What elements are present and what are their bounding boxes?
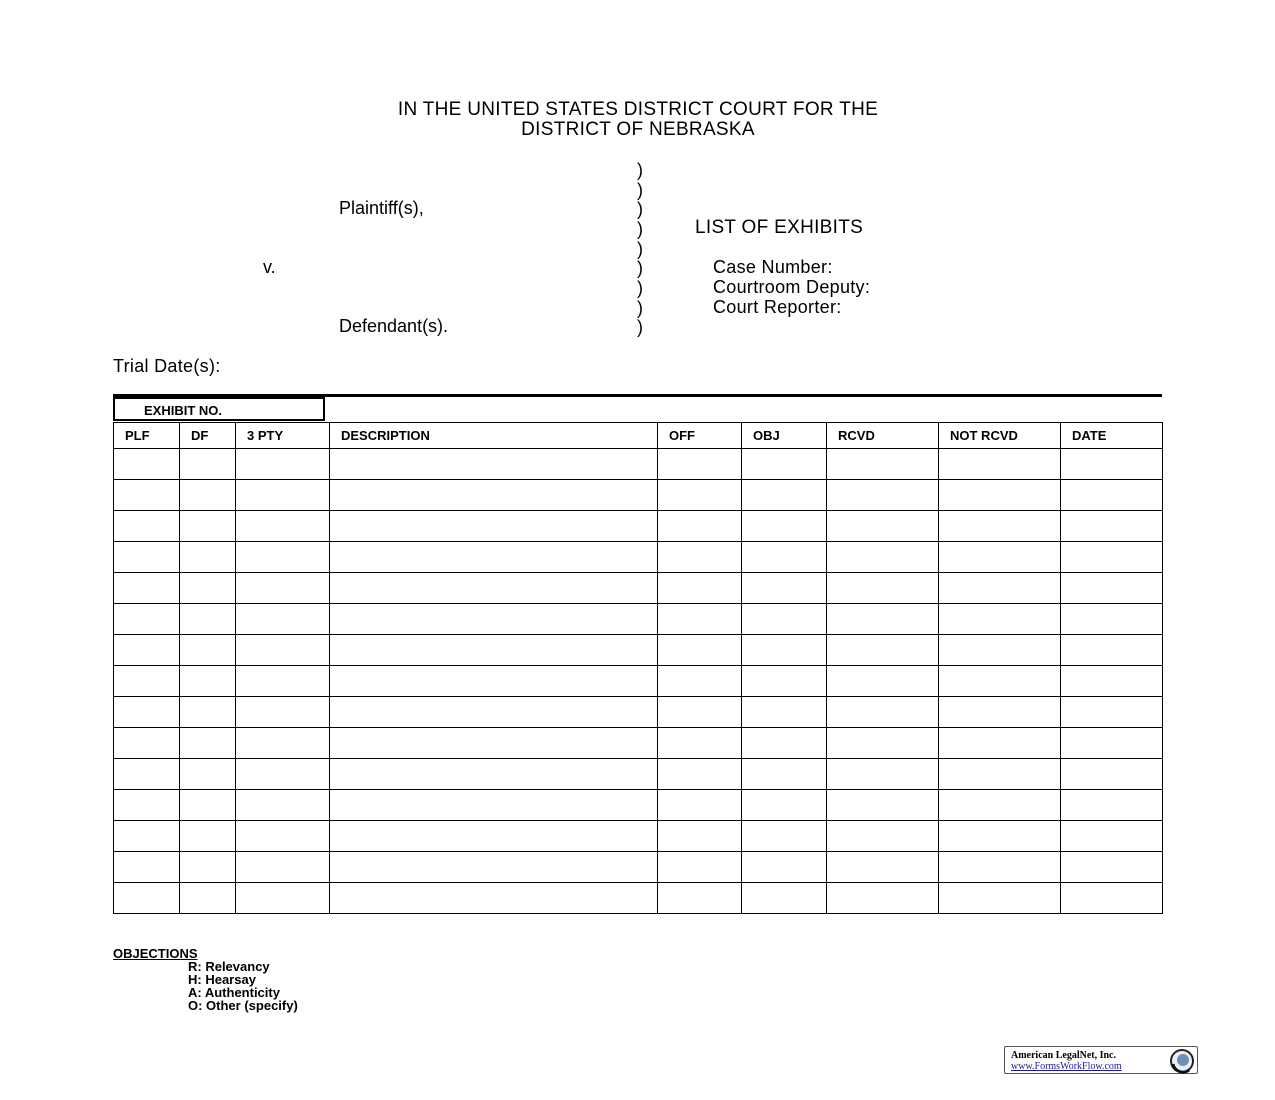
exhibit-table [113, 422, 1163, 914]
table-cell[interactable] [742, 728, 827, 759]
table-cell[interactable] [827, 728, 939, 759]
caption-paren: ) [637, 180, 643, 200]
caption-paren: ) [637, 219, 643, 239]
table-cell[interactable] [180, 542, 236, 573]
exhibit-no-header: EXHIBIT NO. [113, 397, 325, 421]
table-row [114, 542, 1163, 573]
table-cell[interactable] [330, 883, 658, 914]
table-cell[interactable] [939, 480, 1061, 511]
table-header-row [114, 423, 1163, 449]
table-cell[interactable] [330, 542, 658, 573]
table-cell[interactable] [236, 852, 330, 883]
table-cell[interactable] [658, 542, 742, 573]
table-cell[interactable] [1061, 635, 1163, 666]
table-cell[interactable] [114, 759, 180, 790]
table-cell[interactable] [742, 604, 827, 635]
table-cell[interactable] [180, 573, 236, 604]
table-cell[interactable] [180, 728, 236, 759]
table-cell[interactable] [827, 573, 939, 604]
caption-paren: ) [637, 298, 643, 318]
table-cell[interactable] [658, 604, 742, 635]
table-cell[interactable] [114, 604, 180, 635]
table-cell[interactable] [330, 511, 658, 542]
table-cell[interactable] [939, 449, 1061, 480]
table-cell[interactable] [180, 635, 236, 666]
court-title-line-1: IN THE UNITED STATES DISTRICT COURT FOR THE [397, 99, 879, 120]
table-cell[interactable] [330, 604, 658, 635]
table-cell[interactable] [742, 883, 827, 914]
table-cell[interactable] [1061, 790, 1163, 821]
table-cell[interactable] [330, 480, 658, 511]
table-row [114, 604, 1163, 635]
table-cell[interactable] [742, 573, 827, 604]
table-cell[interactable] [330, 697, 658, 728]
table-cell[interactable] [827, 480, 939, 511]
trial-dates-label: Trial Date(s): [113, 356, 221, 376]
objection-hearsay: H: Hearsay [188, 972, 256, 987]
table-row [114, 759, 1163, 790]
caption-paren: ) [637, 239, 643, 259]
caption-paren: ) [637, 317, 643, 337]
table-cell[interactable] [236, 511, 330, 542]
table-cell[interactable] [236, 542, 330, 573]
table-cell[interactable] [114, 790, 180, 821]
table-cell[interactable] [742, 480, 827, 511]
col-header-df: DF [180, 423, 236, 449]
table-cell[interactable] [658, 573, 742, 604]
table-cell[interactable] [939, 635, 1061, 666]
table-cell[interactable] [1061, 883, 1163, 914]
table-cell[interactable] [330, 449, 658, 480]
table-cell[interactable] [658, 666, 742, 697]
table-cell[interactable] [658, 790, 742, 821]
table-cell[interactable] [180, 790, 236, 821]
table-cell[interactable] [658, 759, 742, 790]
table-cell[interactable] [114, 511, 180, 542]
plaintiff-label: Plaintiff(s), [339, 198, 424, 218]
objection-other: O: Other (specify) [188, 998, 298, 1013]
table-cell[interactable] [1061, 449, 1163, 480]
logo-url-link[interactable]: www.FormsWorkFlow.com [1011, 1061, 1122, 1072]
table-cell[interactable] [658, 697, 742, 728]
table-cell[interactable] [827, 697, 939, 728]
objections-heading: OBJECTIONS [113, 946, 198, 961]
col-header-off: OFF [658, 423, 742, 449]
court-reporter-label: Court Reporter: [713, 297, 842, 317]
table-cell[interactable] [180, 511, 236, 542]
table-cell[interactable] [939, 852, 1061, 883]
table-cell[interactable] [827, 790, 939, 821]
table-cell[interactable] [330, 666, 658, 697]
table-cell[interactable] [180, 666, 236, 697]
table-row [114, 480, 1163, 511]
courtroom-deputy-label: Courtroom Deputy: [713, 277, 871, 297]
table-cell[interactable] [939, 728, 1061, 759]
caption-paren: ) [637, 258, 643, 278]
table-cell[interactable] [742, 821, 827, 852]
table-cell[interactable] [1061, 821, 1163, 852]
table-cell[interactable] [939, 542, 1061, 573]
table-cell[interactable] [330, 759, 658, 790]
col-header-3pty: 3 PTY [236, 423, 330, 449]
table-cell[interactable] [827, 604, 939, 635]
table-cell[interactable] [330, 790, 658, 821]
table-row [114, 821, 1163, 852]
col-header-rcvd: RCVD [827, 423, 939, 449]
table-cell[interactable] [658, 511, 742, 542]
col-header-plf: PLF [114, 423, 180, 449]
table-cell[interactable] [236, 635, 330, 666]
table-cell[interactable] [236, 480, 330, 511]
table-cell[interactable] [827, 449, 939, 480]
table-cell[interactable] [236, 604, 330, 635]
list-title: LIST OF EXHIBITS [695, 217, 864, 238]
table-cell[interactable] [827, 821, 939, 852]
logo-company-name: American LegalNet, Inc. [1011, 1050, 1116, 1061]
table-cell[interactable] [939, 821, 1061, 852]
table-cell[interactable] [236, 666, 330, 697]
table-cell[interactable] [114, 697, 180, 728]
table-row [114, 666, 1163, 697]
table-cell[interactable] [658, 883, 742, 914]
col-header-obj: OBJ [742, 423, 827, 449]
table-cell[interactable] [180, 480, 236, 511]
table-cell[interactable] [1061, 604, 1163, 635]
table-cell[interactable] [1061, 852, 1163, 883]
table-cell[interactable] [180, 604, 236, 635]
table-cell[interactable] [742, 511, 827, 542]
table-cell[interactable] [827, 666, 939, 697]
objection-relevancy: R: Relevancy [188, 959, 270, 974]
table-cell[interactable] [658, 449, 742, 480]
table-cell[interactable] [180, 852, 236, 883]
table-cell[interactable] [658, 728, 742, 759]
table-cell[interactable] [236, 790, 330, 821]
table-cell[interactable] [236, 449, 330, 480]
table-cell[interactable] [658, 852, 742, 883]
table-cell[interactable] [742, 449, 827, 480]
defendant-label: Defendant(s). [339, 316, 449, 336]
table-cell[interactable] [658, 635, 742, 666]
table-row [114, 697, 1163, 728]
table-cell[interactable] [827, 852, 939, 883]
col-header-date: DATE [1061, 423, 1163, 449]
table-row [114, 728, 1163, 759]
table-cell[interactable] [114, 821, 180, 852]
table-cell[interactable] [939, 759, 1061, 790]
table-cell[interactable] [827, 883, 939, 914]
table-cell[interactable] [236, 728, 330, 759]
table-cell[interactable] [180, 759, 236, 790]
table-row [114, 883, 1163, 914]
table-cell[interactable] [114, 728, 180, 759]
caption-paren: ) [637, 160, 643, 180]
table-cell[interactable] [1061, 697, 1163, 728]
col-header-description: DESCRIPTION [330, 423, 658, 449]
col-header-not-rcvd: NOT RCVD [939, 423, 1061, 449]
table-cell[interactable] [742, 790, 827, 821]
table-cell[interactable] [1061, 728, 1163, 759]
versus-label: v. [263, 257, 276, 277]
table-cell[interactable] [114, 635, 180, 666]
table-cell[interactable] [114, 883, 180, 914]
table-cell[interactable] [742, 697, 827, 728]
table-cell[interactable] [658, 480, 742, 511]
table-cell[interactable] [1061, 511, 1163, 542]
table-cell[interactable] [236, 697, 330, 728]
table-cell[interactable] [330, 573, 658, 604]
table-cell[interactable] [939, 573, 1061, 604]
table-cell[interactable] [330, 821, 658, 852]
objection-authenticity: A: Authenticity [188, 985, 280, 1000]
table-cell[interactable] [114, 852, 180, 883]
caption-paren: ) [637, 199, 643, 219]
table-row [114, 790, 1163, 821]
table-cell[interactable] [114, 449, 180, 480]
table-cell[interactable] [939, 790, 1061, 821]
table-cell[interactable] [827, 511, 939, 542]
table-cell[interactable] [742, 666, 827, 697]
table-cell[interactable] [1061, 542, 1163, 573]
table-cell[interactable] [236, 573, 330, 604]
table-cell[interactable] [114, 573, 180, 604]
table-cell[interactable] [180, 821, 236, 852]
table-row [114, 852, 1163, 883]
table-cell[interactable] [114, 480, 180, 511]
table-cell[interactable] [1061, 666, 1163, 697]
caption-paren: ) [637, 278, 643, 298]
table-cell[interactable] [827, 635, 939, 666]
table-cell[interactable] [330, 635, 658, 666]
table-cell[interactable] [742, 635, 827, 666]
table-cell[interactable] [180, 697, 236, 728]
table-cell[interactable] [742, 542, 827, 573]
table-cell[interactable] [1061, 480, 1163, 511]
table-cell[interactable] [939, 666, 1061, 697]
table-cell[interactable] [330, 728, 658, 759]
case-number-label: Case Number: [713, 257, 833, 277]
table-row [114, 573, 1163, 604]
table-cell[interactable] [939, 883, 1061, 914]
table-cell[interactable] [742, 759, 827, 790]
table-cell[interactable] [939, 511, 1061, 542]
table-cell[interactable] [827, 542, 939, 573]
table-cell[interactable] [1061, 759, 1163, 790]
table-cell[interactable] [939, 697, 1061, 728]
table-row [114, 635, 1163, 666]
table-cell[interactable] [658, 821, 742, 852]
publisher-logo [1004, 1046, 1198, 1074]
table-row [114, 511, 1163, 542]
table-cell[interactable] [1061, 573, 1163, 604]
table-cell[interactable] [236, 883, 330, 914]
table-cell[interactable] [742, 852, 827, 883]
table-cell[interactable] [939, 604, 1061, 635]
table-cell[interactable] [114, 542, 180, 573]
table-cell[interactable] [236, 821, 330, 852]
court-title-line-2: DISTRICT OF NEBRASKA [521, 119, 755, 140]
table-cell[interactable] [180, 449, 236, 480]
table-row [114, 449, 1163, 480]
table-cell[interactable] [114, 666, 180, 697]
table-cell[interactable] [180, 883, 236, 914]
table-cell[interactable] [330, 852, 658, 883]
table-cell[interactable] [236, 759, 330, 790]
globe-icon [1169, 1048, 1195, 1074]
table-cell[interactable] [827, 759, 939, 790]
